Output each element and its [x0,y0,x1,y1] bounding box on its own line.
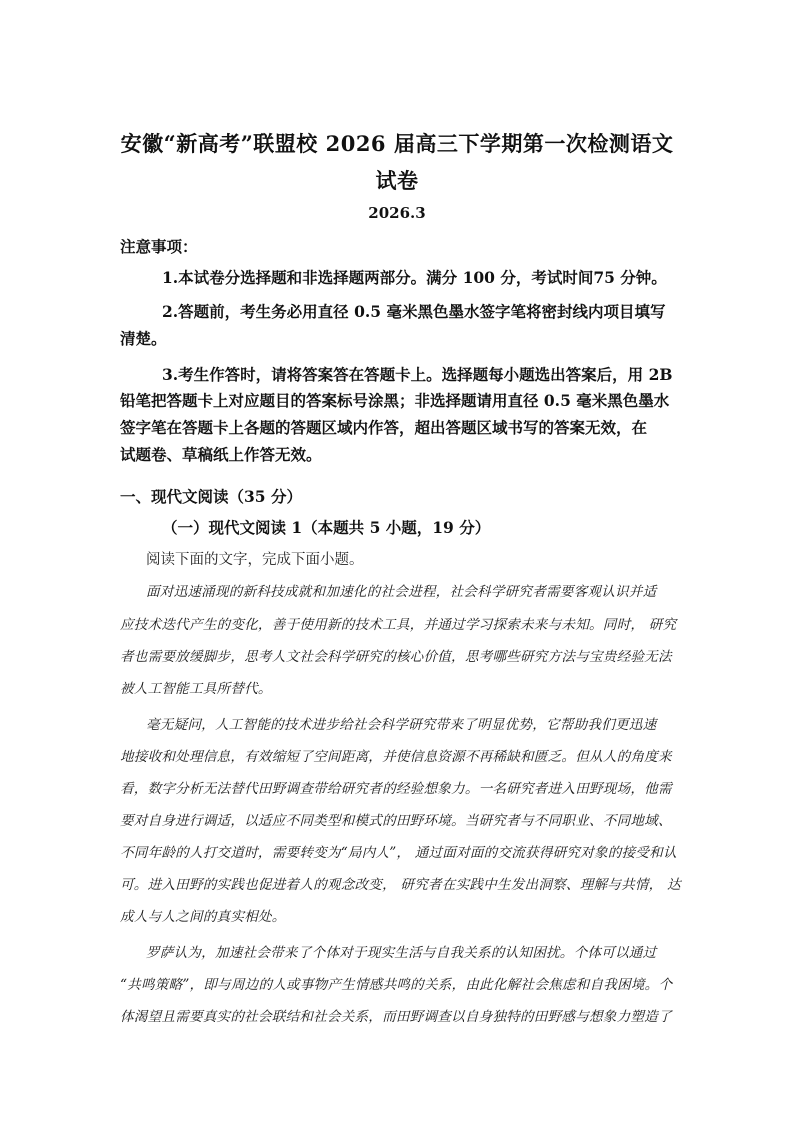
notice-item-3-line1: 3.考生作答时，请将答案答在答题卡上。选择题每小题选出答案后，用 2B [162,365,673,384]
section-heading: 一、现代文阅读（35 分） [120,487,302,506]
passage-line: 看，数字分析无法替代田野调查带给研究者的经验想象力。一名研究者进入田野现场，他需 [120,781,672,797]
passage-line: 毫无疑问，人工智能的技术进步给社会科学研究带来了明显优势，它帮助我们更迅速 [146,717,657,733]
passage-line: 成人与人之间的真实相处。 [120,909,286,925]
passage-line: 者也需要放缓脚步，思考人文社会科学研究的核心价值，思考哪些研究方法与宝贵经验无法 [120,649,672,665]
notice-item-2-line1: 2.答题前，考生务必用直径 0.5 毫米黑色墨水签字笔将密封线内项目填写 [162,302,666,321]
passage-line: 体渴望且需要真实的社会联结和社会关系，而田野调查以自身独特的田野感与想象力塑造了 [120,1009,672,1025]
notice-item-2-line2: 清楚。 [120,329,167,348]
passage-line: 要对自身进行调适，以适应不同类型和模式的田野环境。当研究者与不同职业、不同地域、 [120,813,672,829]
passage-line: 应技术迭代产生的变化，善于使用新的技术工具，并通过学习探索未来与未知。同时， 研究 [120,617,677,633]
sub-section-heading: （一）现代文阅读 1（本题共 5 小题，19 分） [162,518,491,537]
passage-line: 不同年龄的人打交道时，需要转变为“局内人”， 通过面对面的交流获得研究对象的接受和认 [120,845,677,861]
passage-line: 被人工智能工具所替代。 [120,681,272,697]
passage-line: 地接收和处理信息，有效缩短了空间距离，并使信息资源不再稀缺和匮乏。但从人的角度来 [120,749,672,765]
exam-date: 2026.3 [368,204,426,222]
notice-heading: 注意事项： [120,237,198,256]
passage-line: 罗萨认为，加速社会带来了个体对于现实生活与自我关系的认知困扰。个体可以通过 [146,945,657,961]
reading-instruction: 阅读下面的文字，完成下面小题。 [146,552,364,568]
notice-item-3-line4: 试题卷、草稿纸上作答无效。 [120,445,322,464]
notice-item-3-line3: 签字笔在答题卡上各题的答题区域内作答，超出答题区域书写的答案无效，在 [120,418,648,437]
passage-line: “共鸣策略”，即与周边的人或事物产生情感共鸣的关系，由此化解社会焦虑和自我困境。个 [120,977,673,993]
passage-line: 面对迅速涌现的新科技成就和加速化的社会进程，社会科学研究者需要客观认识并适 [146,584,657,600]
notice-item-1: 1.本试卷分选择题和非选择题两部分。满分 100 分，考试时间75 分钟。 [162,268,667,287]
exam-title-line2: 试卷 [375,168,419,193]
passage-line: 可。进入田野的实践也促进着人的观念改变， 研究者在实践中生发出洞察、理解与共情， 达 [120,877,681,893]
exam-title-line1: 安徽“新高考”联盟校 2026 届高三下学期第一次检测语文 [120,131,674,156]
notice-item-3-line2: 铅笔把答题卡上对应题目的答案标号涂黑；非选择题请用直径 0.5 毫米黑色墨水 [120,391,670,410]
